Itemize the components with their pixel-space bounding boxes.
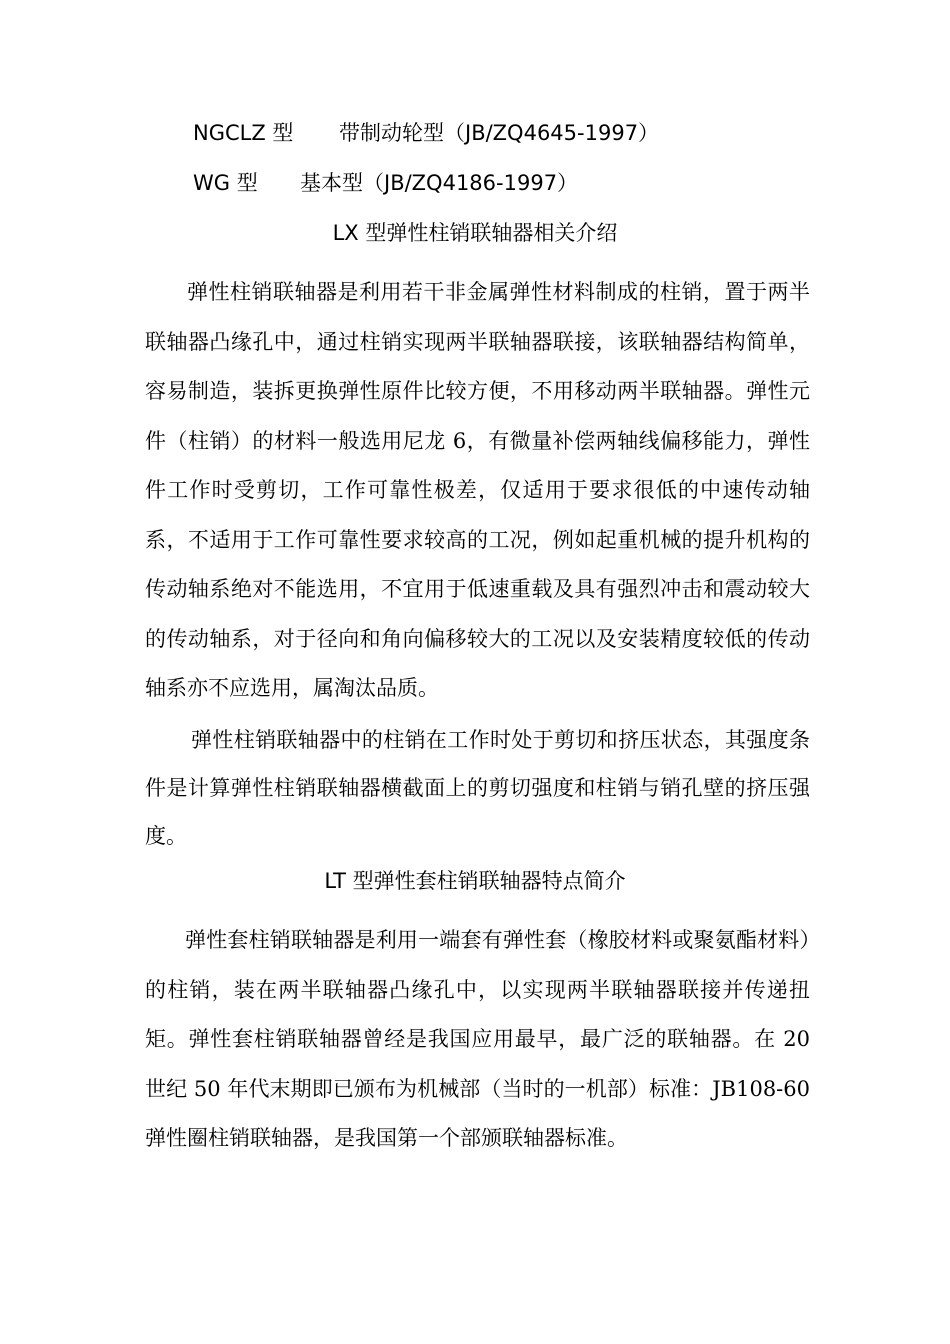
- type-desc-ngclz: 带制动轮型（JB/ZQ4645-1997）: [339, 121, 660, 145]
- paragraph-lx-strength: 弹性柱销联轴器中的柱销在工作时处于剪切和挤压状态，其强度条件是计算弹性柱销联轴器横截面上的剪切强度和柱销与销孔壁的挤压强度。: [145, 728, 810, 848]
- type-desc-wg: 基本型（JB/ZQ4186-1997）: [300, 171, 579, 195]
- type-code-wg: WG 型: [193, 171, 258, 195]
- section-heading-lx: LX 型弹性柱销联轴器相关介绍: [332, 221, 618, 245]
- section-heading-lt: LT 型弹性套柱销联轴器特点简介: [324, 869, 626, 893]
- paragraph-lx-intro: 弹性柱销联轴器是利用若干非金属弹性材料制成的柱销，置于两半联轴器凸缘孔中，通过柱销实现两半联轴器联接，该联轴器结构简单，容易制造，装拆更换弹性原件比较方便，不用移动两半联轴器。弹性元件（柱销）的材料一般选用尼龙 6，有微量补偿两轴线偏移能力，弹性件工作时受剪切，工作可靠性极差，仅适用于要求很低的中速传动轴系，不适用于工作可靠性要求较高的工况，例如起重机械的提升机构的传动轴系绝对不能选用，不宜用于低速重载及具有强烈冲击和震动较大的传动轴系，对于径向和角向偏移较大的工况以及安装精度较低的传动轴系亦不应选用，属淘汰品质。: [145, 280, 810, 700]
- paragraph-lt-intro: 弹性套柱销联轴器是利用一端套有弹性套（橡胶材料或聚氨酯材料）的柱销，装在两半联轴器凸缘孔中，以实现两半联轴器联接并传递扭矩。弹性套柱销联轴器曾经是我国应用最早，最广泛的联轴器。在 20 世纪 50 年代末期即已颁布为机械部（当时的一机部）标准：JB108-60 弹性圈柱销联轴器，是我国第一个部颁联轴器标准。: [145, 928, 810, 1150]
- type-code-ngclz: NGCLZ 型: [193, 121, 294, 145]
